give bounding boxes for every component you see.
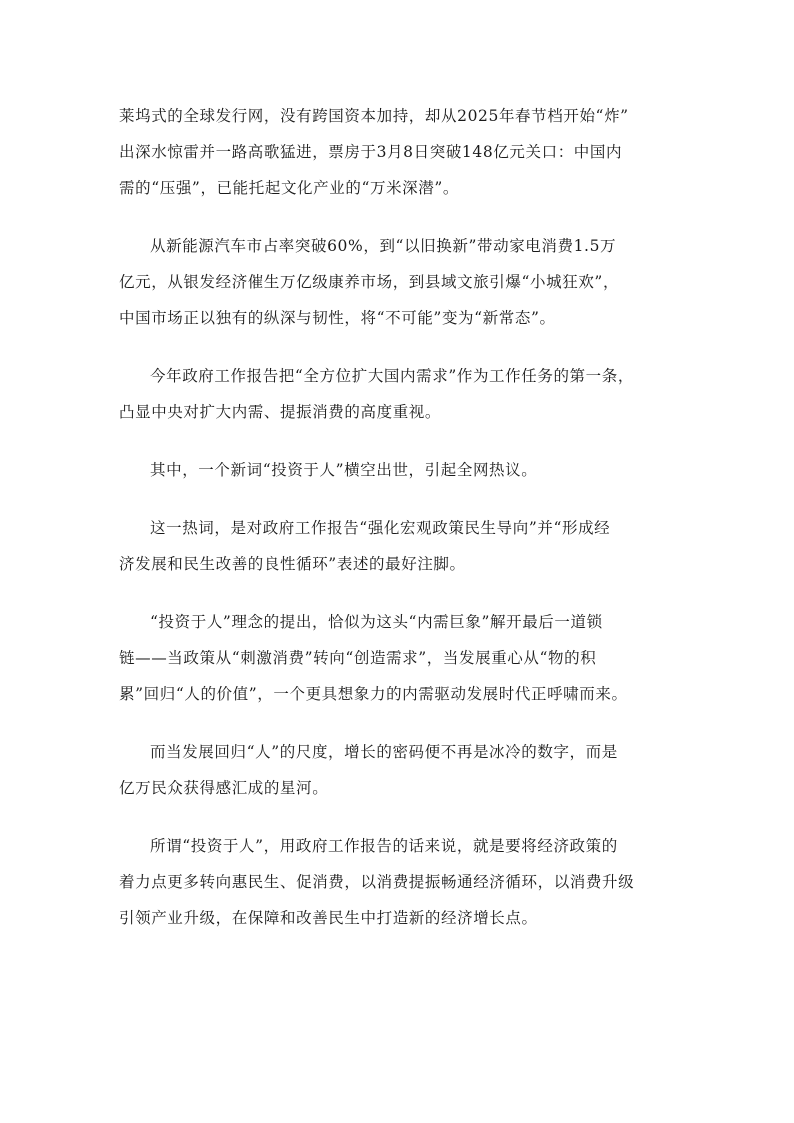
text-line: 凸显中央对扩大内需、提振消费的高度重视。 [119,403,442,421]
text-line: 其中，一个新词“投资于人”横空出世，引起全网热议。 [150,461,538,479]
text-line: 累”回归“人的价值”，一个更具想象力的内需驱动发展时代正呼啸而来。 [119,685,628,703]
paragraph [119,734,679,806]
text-line: 而当发展回归“人”的尺度，增长的密码便不再是冰冷的数字，而是 [150,743,618,761]
text-line: 链——当政策从“刺激消费”转向“创造需求”，当发展重心从“物的积 [119,649,597,667]
text-line: 出深水惊雷并一路高歌猛进，票房于3月8日突破148亿元关口：中国内 [119,143,623,161]
text-line: 从新能源汽车市占率突破60%，到“以旧换新”带动家电消费1.5万 [150,237,617,255]
text-line: 着力点更多转向惠民生、促消费，以消费提振畅通经济循环，以消费升级 [119,873,635,891]
text-line: 莱坞式的全球发行网，没有跨国资本加持，却从2025年春节档开始“炸” [119,107,629,125]
paragraph [119,828,679,936]
text-line: “投资于人”理念的提出，恰似为这头“内需巨象”解开最后一道锁 [150,613,603,631]
text-line: 亿元，从银发经济催生万亿级康养市场，到县域文旅引爆“小城狂欢”， [119,273,620,291]
text-line: 所谓“投资于人”，用政府工作报告的话来说，就是要将经济政策的 [150,837,618,855]
text-line: 今年政府工作报告把“全方位扩大国内需求”作为工作任务的第一条， [150,367,634,385]
text-line: 亿万民众获得感汇成的星河。 [119,779,329,797]
text-line: 济发展和民生改善的良性循环”表述的最好注脚。 [119,555,466,573]
text-line: 引领产业升级，在保障和改善民生中打造新的经济增长点。 [119,909,538,927]
document-body [119,98,679,958]
paragraph [119,98,679,206]
text-line: 中国市场正以独有的纵深与韧性，将“不可能”变为“新常态”。 [119,309,556,327]
paragraph [119,452,679,488]
paragraph [119,228,679,336]
text-line: 这一热词，是对政府工作报告“强化宏观政策民生导向”并“形成经 [150,519,611,537]
text-line: 需的“压强”，已能托起文化产业的“万米深潜”。 [119,179,459,197]
paragraph [119,604,679,712]
paragraph [119,510,679,582]
paragraph [119,358,679,430]
